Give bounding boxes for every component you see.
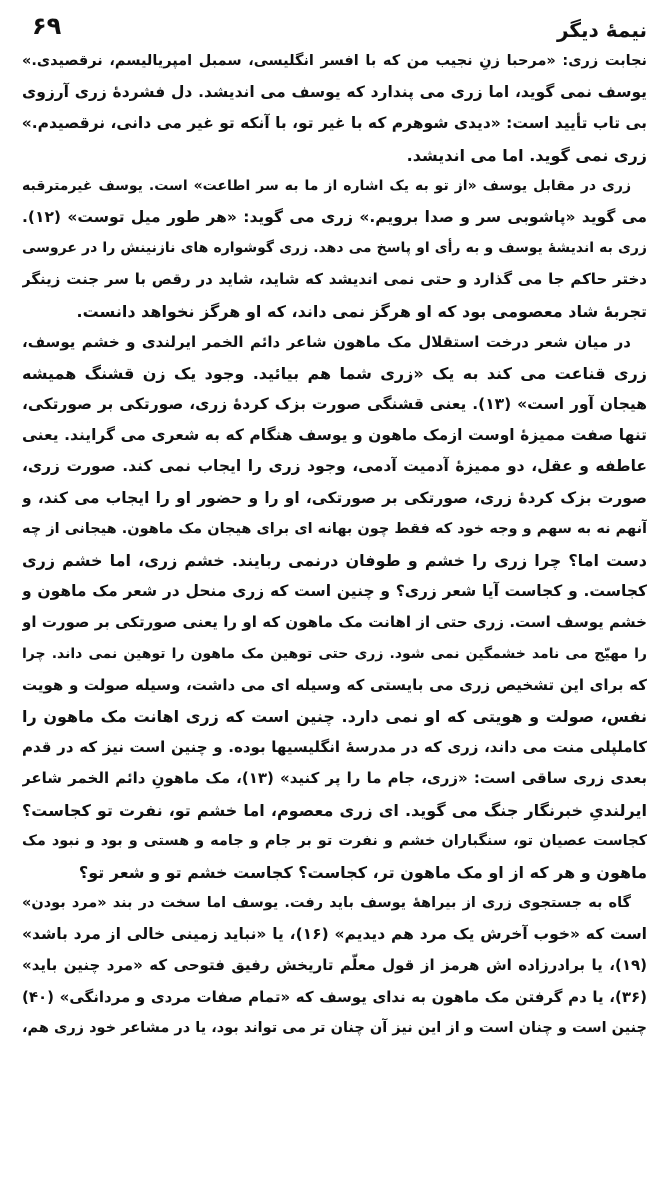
text-line: است که «خوب آخرش یک مرد هم دیدیم» (۱۶)، یا «نباید زمینی خالی از مرد باشد» [22,925,647,944]
paragraph [22,46,647,171]
text-line: (۳۶)، یا دم گرفتن مک ماهون به ندای یوسف که «تمام صفات مردی و مردانگی» (۴۰) [22,987,647,1006]
text-line: هیجان آور است» (۱۳). یعنی قشنگی صورت بزک کردهٔ زری، صورتکی بر صورتکی، [22,395,647,414]
text-line: گاه به جستجوی زری از بیراههٔ یوسف باید رفت. یوسف اما سخت در بند «مرد بودن» [22,895,631,912]
text-line: نجابت زری: «مرحبا زنِ نجیب من که با افسر انگلیسی، سمبل امپریالیسم، نرقصیدی.» [22,53,647,69]
text-line: زری نمی گوید. اما می اندیشد. [406,145,647,165]
text-line: زری به اندیشهٔ یوسف و به رأی او پاسخ می دهد. زری گوشواره های نازنینش را در عروسی [22,240,647,257]
text-line: ماهون و هر که از او مک ماهون تر، کجاست؟ کجاست خشم تو و شعر تو؟ [78,862,647,882]
text-line: صورت بزک کردهٔ زری، صورتکی بر صورتکی، او را و حضور او را ایجاب می کند، و [22,488,647,507]
text-line: تجربهٔ شاد معصومی بود که او هرگز نمی داند، که او هرگز نخواهد دانست. [76,301,647,321]
text-line: خشم یوسف است. زری حتی از اهانت مک ماهون که او را یعنی صورتکی بر صورت او [22,613,647,632]
text-line: دست اما؟ چرا زری را خشم و طوفان درنمی ربایند. خشم زری، اما خشم زری [22,551,647,570]
paragraph [22,171,647,327]
text-line: در میان شعر درخت استقلال مک ماهون شاعر دائم الخمر ایرلندی و خشم یوسف، [22,332,631,351]
text-line: بی تاب تأیید است: «دیدی شوهرم که با غیر تو، با آنکه تو غیر می دانی، نرقصیدم.» [22,114,647,133]
text-line: تنها صفت ممیزهٔ اوست ازمک ماهون و یوسف هنگام که به شعری می گرایند. یعنی [22,426,647,445]
text-line: که برای این تشخیص زری می بایستی که وسیله ای می داشت، وسیله صولت و هویت [22,675,647,694]
text-line: نفس، صولت و هویتی که او نمی دارد. چنین است که زری اهانت مک ماهون را [22,706,647,726]
text-line: عاطفه و عقل، دو ممیزهٔ آدمیت آدمی، وجود زری را ایجاب نمی کند. صورت زری، [22,457,647,476]
text-line: زری قناعت می کند به یک «زری شما هم بیائید. وجود یک زن قشنگ همیشه [22,363,647,383]
text-line: را مهیّج می نامد خشمگین نمی شود. زری حتی توهین مک ماهون را توهین نمی داند. چرا [22,645,647,662]
body-text [22,46,647,1044]
text-line: چنین است و چنان است و از این نیز آن چنان تر می تواند بود، یا در مشاعر خود زری هم، [22,1019,647,1036]
text-line: بعدی زری ساقی است: «زری، جام ما را پر کنید» (۱۳)، مک ماهونِ دائم الخمر شاعر [22,769,647,788]
page-number: ۶۹ [32,12,62,40]
text-line: یوسف نمی گوید، اما زری می پندارد که یوسف می اندیشد. دل فشردهٔ زری آرزوی [22,83,647,102]
text-line: دختر حاکم جا می گذارد و حتی نمی اندیشد که شاید، شاید در رقص با سر جنت زینگر [22,270,647,289]
text-line: کجاست. و کجاست آیا شعر زری؟ و چنین است که زری منحل در شعر مک ماهون و [22,582,647,601]
text-line: آنهم نه به سهم و وجه خود که فقط چون بهانه ای برای هیجان مک ماهون. هیجانی از چه [22,520,647,537]
running-title: نیمهٔ دیگر [556,18,647,42]
text-line: (۱۹)، یا برادرزاده اش هرمز از قول معلّم تاریخش رفیق فتوحی که «مرد چنین باید» [22,956,647,975]
page-header [22,10,647,46]
text-line: کجاست عصیان تو، سنگباران خشم و نفرت تو بر جام و جامه و هستی و بود و نبود مک [22,832,647,849]
text-line: می گوید «پاشوبی سر و صدا برویم.» زری می گوید: «هر طور میل توست» (۱۲). [22,207,647,226]
text-line: ایرلندیِ خبرنگار جنگ می گوید. ای زری معصوم، اما خشم تو، نفرت تو کجاست؟ [22,800,647,820]
text-line: زری در مقابل یوسف «از تو به یک اشاره از ما به سر اطاعت» است. یوسف غیرمترقبه [22,177,631,194]
paragraph [22,327,647,888]
paragraph [22,888,647,1044]
text-line: کاملپلی منت می داند، زری که در مدرسهٔ انگلیسیها بوده. و چنین است نیز که در قدم [22,738,647,757]
